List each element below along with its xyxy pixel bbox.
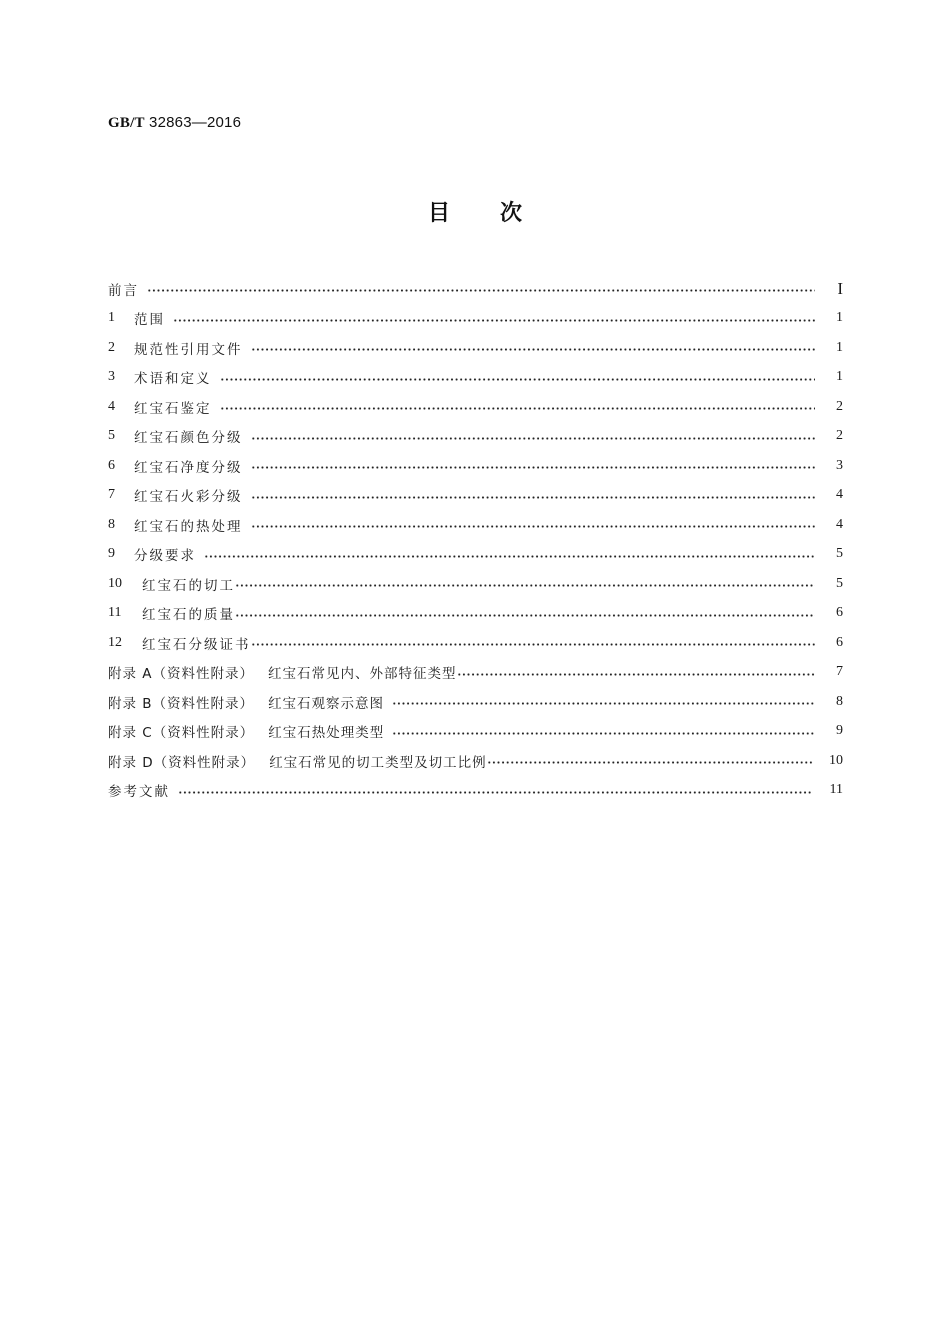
toc-entry[interactable] — [108, 569, 843, 599]
dot-leader — [251, 520, 816, 534]
toc-entry-title: 参考文献 — [108, 784, 170, 801]
toc-entry[interactable] — [108, 363, 843, 393]
dot-leader — [251, 490, 816, 504]
toc-entry[interactable] — [108, 628, 843, 658]
dot-leader — [173, 313, 815, 327]
toc-entry-page: 10 — [829, 752, 843, 768]
toc-entry[interactable] — [108, 451, 843, 481]
toc-entry-page: 6 — [836, 605, 843, 621]
dot-leader — [487, 756, 813, 770]
toc-entry-page: 9 — [836, 723, 843, 739]
dot-leader — [251, 461, 816, 475]
toc-entry-page: I — [837, 278, 843, 298]
toc-entry-references[interactable] — [108, 776, 843, 806]
toc-entry-page: 1 — [836, 310, 843, 326]
toc-entry-number: 10 — [108, 575, 122, 591]
toc-appendix-c[interactable] — [108, 717, 843, 747]
toc-entry-page: 2 — [836, 398, 843, 414]
toc-title — [0, 196, 950, 227]
toc-entry-page: 4 — [836, 487, 843, 503]
toc-entry[interactable] — [108, 333, 843, 363]
toc-entry[interactable] — [108, 392, 843, 422]
toc-entry-title: 红宝石的切工 — [142, 577, 235, 594]
toc-appendix-d[interactable] — [108, 746, 843, 776]
toc-entry-title: 术语和定义 — [134, 371, 212, 388]
toc-title-char-2: 次 — [500, 201, 523, 226]
dot-leader — [392, 726, 815, 740]
toc-entry[interactable] — [108, 540, 843, 570]
toc-entry-title: 红宝石火彩分级 — [134, 489, 243, 506]
toc-entry-page: 1 — [836, 369, 843, 385]
toc-entry[interactable] — [108, 304, 843, 334]
dot-leader — [457, 667, 815, 681]
appendix-prefix: 附录 A（资料性附录） — [108, 666, 255, 683]
toc-entry[interactable] — [108, 422, 843, 452]
appendix-title: 红宝石常见的切工类型及切工比例 — [269, 754, 487, 771]
standard-number: 32863—2016 — [149, 114, 242, 131]
toc-entry-title: 红宝石鉴定 — [134, 400, 212, 417]
toc-entry-number: 9 — [108, 546, 115, 562]
dot-leader — [251, 343, 816, 357]
dot-leader — [220, 372, 816, 386]
appendix-prefix: 附录 B（资料性附录） — [108, 695, 255, 712]
dot-leader — [235, 579, 815, 593]
toc-entry-number: 3 — [108, 369, 115, 385]
appendix-title: 红宝石热处理类型 — [268, 725, 385, 742]
toc-entry-title: 红宝石的质量 — [142, 607, 235, 624]
toc-entry-page: 6 — [836, 634, 843, 650]
toc-entry-number: 5 — [108, 428, 115, 444]
appendix-title: 红宝石观察示意图 — [268, 695, 385, 712]
toc-entry-number: 11 — [108, 605, 122, 621]
dot-leader — [251, 431, 816, 445]
toc-entry-title: 范围 — [134, 312, 165, 329]
standard-code — [108, 114, 241, 132]
dot-leader — [204, 549, 815, 563]
toc-entry-number: 6 — [108, 457, 115, 473]
dot-leader — [178, 785, 813, 799]
toc-entry-page: 4 — [836, 516, 843, 532]
dot-leader — [392, 697, 815, 711]
toc-entry-page: 11 — [829, 782, 843, 798]
dot-leader — [220, 402, 816, 416]
toc-entry-title: 红宝石颜色分级 — [134, 430, 243, 447]
toc-entry-page: 2 — [836, 428, 843, 444]
toc-entry-page: 5 — [836, 546, 843, 562]
toc-entry-page: 1 — [836, 339, 843, 355]
toc-entry-number: 2 — [108, 339, 115, 355]
dot-leader — [235, 608, 815, 622]
toc-entry-number: 7 — [108, 487, 115, 503]
toc-entry-foreword[interactable] — [108, 274, 843, 304]
toc-entry-title: 红宝石净度分级 — [134, 459, 243, 476]
toc-entry-title: 分级要求 — [134, 548, 196, 565]
toc-title-char-1: 目 — [427, 201, 450, 226]
toc-entry-page: 5 — [836, 575, 843, 591]
toc-entry-number: 12 — [108, 634, 122, 650]
toc-entry-title: 红宝石的热处理 — [134, 518, 243, 535]
toc-entry-page: 3 — [836, 457, 843, 473]
toc-entry-title: 规范性引用文件 — [134, 341, 243, 358]
toc-entry-number: 8 — [108, 516, 115, 532]
toc-entry[interactable] — [108, 481, 843, 511]
toc-entry-page: 8 — [836, 693, 843, 709]
dot-leader — [147, 284, 815, 298]
toc-entry[interactable] — [108, 599, 843, 629]
table-of-contents — [108, 274, 843, 805]
toc-appendix-b[interactable] — [108, 687, 843, 717]
toc-entry-page: 7 — [836, 664, 843, 680]
standard-prefix: GB/T — [108, 115, 145, 131]
toc-entry-title: 前言 — [108, 282, 139, 299]
appendix-title: 红宝石常见内、外部特征类型 — [268, 666, 457, 683]
toc-entry[interactable] — [108, 510, 843, 540]
toc-appendix-a[interactable] — [108, 658, 843, 688]
appendix-prefix: 附录 D（资料性附录） — [108, 754, 256, 771]
toc-entry-title: 红宝石分级证书 — [142, 636, 251, 653]
dot-leader — [251, 638, 816, 652]
toc-entry-number: 4 — [108, 398, 115, 414]
appendix-prefix: 附录 C（资料性附录） — [108, 725, 255, 742]
toc-entry-number: 1 — [108, 310, 115, 326]
